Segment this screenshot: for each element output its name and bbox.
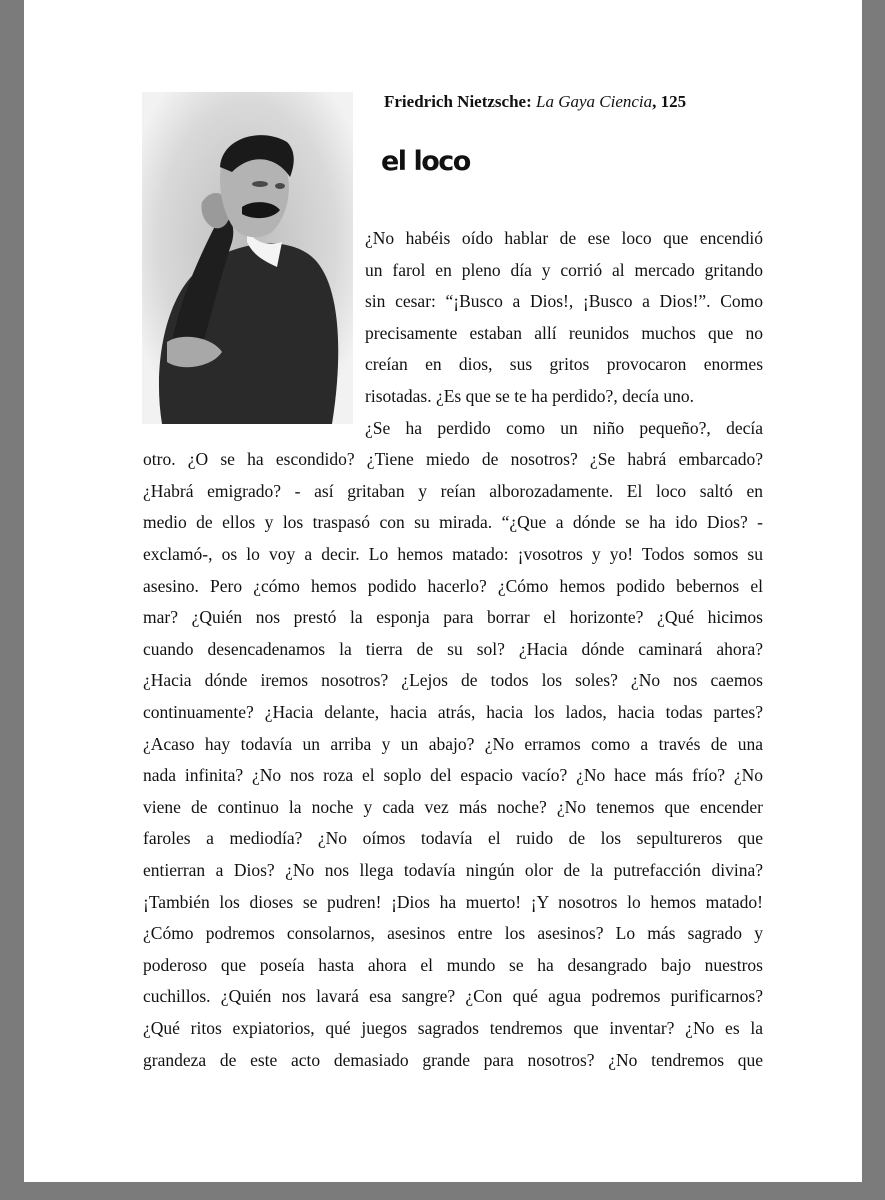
section-number: , 125 bbox=[652, 92, 687, 111]
work-title: La Gaya Ciencia bbox=[536, 92, 653, 111]
body-line: precisamente estaban allí reunidos muchos que no bbox=[365, 322, 763, 343]
body-line: faroles a mediodía? ¿No oímos todavía el ruido de los sepultureros que bbox=[143, 828, 763, 849]
body-line: creían en dios, sus gritos provocaron enormes bbox=[365, 354, 763, 375]
document-header bbox=[384, 92, 686, 112]
body-line: poderoso que poseía hasta ahora el mundo se ha desangrado bajo nuestros bbox=[143, 954, 763, 975]
body-line: medio de ellos y los traspasó con su mirada. “¿Que a dónde se ha ido Dios? - bbox=[143, 512, 763, 533]
section-title: el loco bbox=[381, 146, 470, 177]
body-line: mar? ¿Quién nos prestó la esponja para borrar el horizonte? ¿Qué hicimos bbox=[143, 607, 763, 628]
body-line: un farol en pleno día y corrió al mercado gritando bbox=[365, 259, 763, 280]
body-line: cuchillos. ¿Quién nos lavará esa sangre? ¿Con qué agua podremos purificarnos? bbox=[143, 986, 763, 1007]
body-line: ¿Qué ritos expiatorios, qué juegos sagrados tendremos que inventar? ¿No es la bbox=[143, 1018, 763, 1038]
body-line: ¡También los dioses se pudren! ¡Dios ha muerto! ¡Y nosotros lo hemos matado! bbox=[143, 891, 763, 912]
author-name: Friedrich Nietzsche: bbox=[384, 92, 532, 111]
body-line: ¿Se ha perdido como un niño pequeño?, decía bbox=[365, 417, 763, 438]
body-line: ¿Habrá emigrado? - así gritaban y reían alborozadamente. El loco saltó en bbox=[143, 480, 763, 501]
body-line: viene de continuo la noche y cada vez más noche? ¿No tenemos que encender bbox=[143, 796, 763, 817]
body-line: risotadas. ¿Es que se te ha perdido?, decía uno. bbox=[365, 386, 694, 406]
body-line: cuando desencadenamos la tierra de su sol? ¿Hacia dónde caminará ahora? bbox=[143, 638, 763, 659]
body-line: ¿Hacia dónde iremos nosotros? ¿Lejos de todos los soles? ¿No nos caemos bbox=[143, 670, 763, 691]
body-line: grandeza de este acto demasiado grande para nosotros? ¿No tendremos que bbox=[143, 1049, 763, 1070]
body-line: nada infinita? ¿No nos roza el soplo del espacio vacío? ¿No hace más frío? ¿No bbox=[143, 765, 763, 786]
body-line: asesino. Pero ¿cómo hemos podido hacerlo? ¿Cómo hemos podido bebernos el bbox=[143, 575, 763, 596]
body-line: exclamó-, os lo voy a decir. Lo hemos matado: ¡vosotros y yo! Todos somos su bbox=[143, 544, 763, 564]
body-line: ¿Acaso hay todavía un arriba y un abajo? ¿No erramos como a través de una bbox=[143, 733, 763, 754]
body-line: ¿Cómo podremos consolarnos, asesinos entre los asesinos? Lo más sagrado y bbox=[143, 923, 763, 944]
body-line: sin cesar: “¡Busco a Dios!, ¡Busco a Dios!”. Como bbox=[365, 291, 763, 312]
document-page bbox=[24, 0, 862, 1182]
body-line: otro. ¿O se ha escondido? ¿Tiene miedo de nosotros? ¿Se habrá embarcado? bbox=[143, 449, 763, 470]
body-line: ¿No habéis oído hablar de ese loco que encendió bbox=[365, 228, 763, 248]
author-portrait-image bbox=[142, 92, 353, 424]
body-line: entierran a Dios? ¿No nos llega todavía ningún olor de la putrefacción divina? bbox=[143, 860, 763, 880]
body-line: continuamente? ¿Hacia delante, hacia atrás, hacia los lados, hacia todas partes? bbox=[143, 702, 763, 722]
